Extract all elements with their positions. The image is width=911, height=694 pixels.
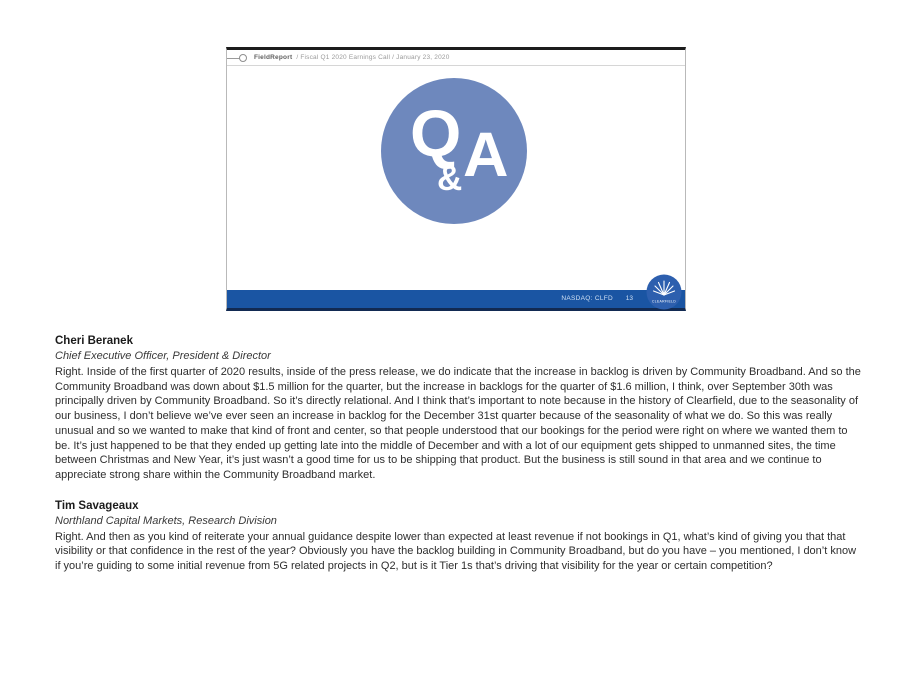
slide-thumbnail: [226, 47, 686, 311]
speaker-block-cheri-beranek: [55, 334, 861, 483]
slide-body: [227, 66, 685, 293]
speaker-paragraph: Right. Inside of the first quarter of 2020 results, inside of the press release, we do indicate that the increase in backlog is driven by Community Broadband. And so the Community Broadband was down about $1.5 million for the quarter, but the increase in backlogs for the quarter of $1.6 million, I think, over September 30th was principally driven by Community Broadband. So it’s directly relational. And I think that’s important to note because in the history of Clearfield, due to the seasonality of our business, I don’t believe we’ve ever seen an increase in backlog for the December 31st quarter because of the seasonality of what we do. So this was really unusual and so we wanted to make that kind of front and center, so that people understood that our bookings for the period were right on where we wanted them to be. It’s just happened to be that they ended up getting late into the middle of December and with a lot of our equipment gets shipped to unmanned sites, the time between Christmas and New Year, it’s just wasn’t a good time for us to be shipping that product. But the business is still sound in that area and we continue to appreciate strong share within the Community Broadband market.: [55, 366, 861, 481]
speaker-block-tim-savageaux: [55, 499, 861, 574]
speaker-paragraph: Right. And then as you kind of reiterate your annual guidance despite lower than expected at least revenue if not bookings in Q1, what’s kind of giving you that that visibility or that confidence in the rest of the year? Obviously you have the backlog building in Community Broadband, but do you have – you mentioned, I don’t know if you’re guiding to some initial revenue from 5G related projects in Q2, but is it Tier 1s that’s driving that visibility for the year or certain competition?: [55, 530, 857, 573]
speaker-name: Tim Savageaux: [55, 499, 139, 512]
clearfield-logo: [646, 274, 682, 310]
qa-ampersand: &: [437, 159, 463, 198]
brand-label: FieldReport: [254, 54, 293, 61]
transcript: [55, 334, 861, 574]
slide-breadcrumb: [254, 54, 450, 61]
qa-letter-q: Q: [410, 96, 462, 170]
page-number: 13: [625, 295, 633, 302]
slide-footer: [227, 290, 685, 308]
breadcrumb-text: / Fiscal Q1 2020 Earnings Call / January 23, 2020: [296, 54, 450, 61]
ticker-label: NASDAQ: CLFD: [561, 295, 613, 302]
qa-letter-a: A: [463, 120, 509, 190]
slide-header: [227, 50, 685, 66]
speaker-name: Cheri Beranek: [55, 335, 133, 347]
timeline-node-icon: [239, 54, 247, 62]
qa-circle: [381, 78, 527, 224]
speaker-title: Chief Executive Officer, President & Director: [55, 350, 271, 362]
speaker-title: Northland Capital Markets, Research Division: [55, 514, 277, 527]
logo-wordmark: CLEARFIELD: [652, 299, 676, 304]
